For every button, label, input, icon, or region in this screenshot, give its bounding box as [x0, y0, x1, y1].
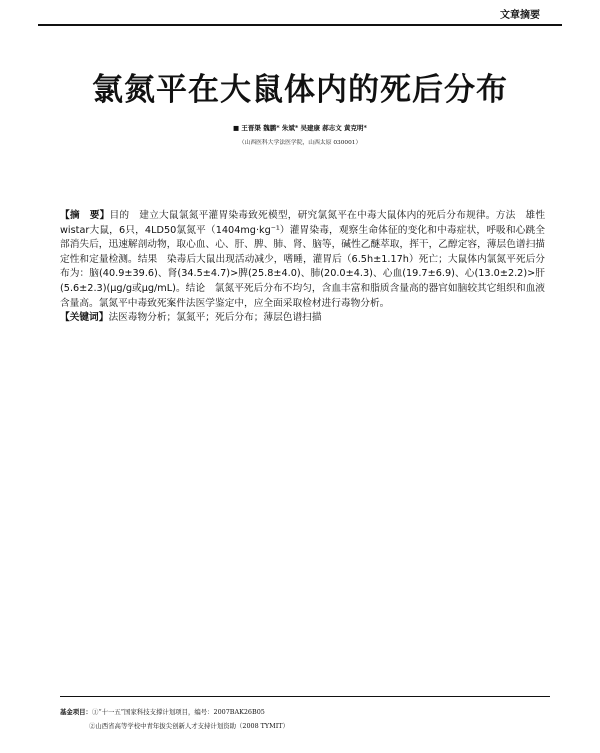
abstract-block: [60, 209, 545, 326]
keywords-paragraph: [60, 311, 545, 326]
funding-label: 基金项目：: [60, 708, 92, 716]
paper-title: 氯氮平在大鼠体内的死后分布: [92, 72, 508, 108]
footer-rule: [60, 696, 550, 697]
funding-item-2: ②山西省高等学校中青年拔尖创新人才支持计划资助（2008 TYMIT）: [89, 722, 289, 730]
funding-note: [60, 705, 570, 733]
keywords-text: 法医毒物分析；氯氮平；死后分布；薄层色谱扫描: [108, 312, 322, 324]
section-header: 文章摘要: [500, 10, 540, 21]
abstract-paragraph: [60, 209, 545, 311]
abstract-text: 目的 建立大鼠氯氮平灌胃染毒致死模型，研究氯氮平在中毒大鼠体内的死后分布规律。方法 雄性wistar大鼠，6只，4LD50氯氮平（1404mg·kg⁻¹）灌胃染毒，观察生命体征的变化和中毒症状，呼吸和心跳全部消失后，迅速解剖动物，取心血、心、肝、脾、肺、肾、脑等，碱性乙醚萃取，挥干，乙醇定容，薄层色谱扫描定性和定量检测。结果 染毒后大鼠出现活动减少，嗜睡，灌胃后（6.5h±1.17h）死亡；大鼠体内氯氮平死后分布为：脑(40.9±39.6)、肾(34.5±4.7)>脾(25.8±4.0)、肺(20.0±4.3)、心血(19.7±6.9)、心(13.0±2.2)>肝(5.6±2.3)(μg/g或μg/mL)。结论 氯氮平死后分布不均匀，含血丰富和脂质含量高的器官如脑较其它组织和血液含量高。氯氮平中毒致死案件法医学鉴定中，应全面采取检材进行毒物分析。: [60, 210, 546, 309]
funding-item-1: ①“十一五”国家科技支撑计划项目，编号：2007BAK26B05: [91, 708, 265, 716]
abstract-label: 【摘 要】: [60, 210, 110, 221]
funding-line-1: [60, 705, 570, 719]
keywords-label: 【关键词】: [60, 312, 109, 324]
paper-authors: ■ 王晋渠 魏鹏* 朱斌* 吴建康 郝志文 黄克明*: [233, 124, 367, 132]
paper-affiliation: （山西医科大学法医学院，山西太原 030001）: [238, 140, 362, 146]
header-rule: [38, 24, 562, 26]
